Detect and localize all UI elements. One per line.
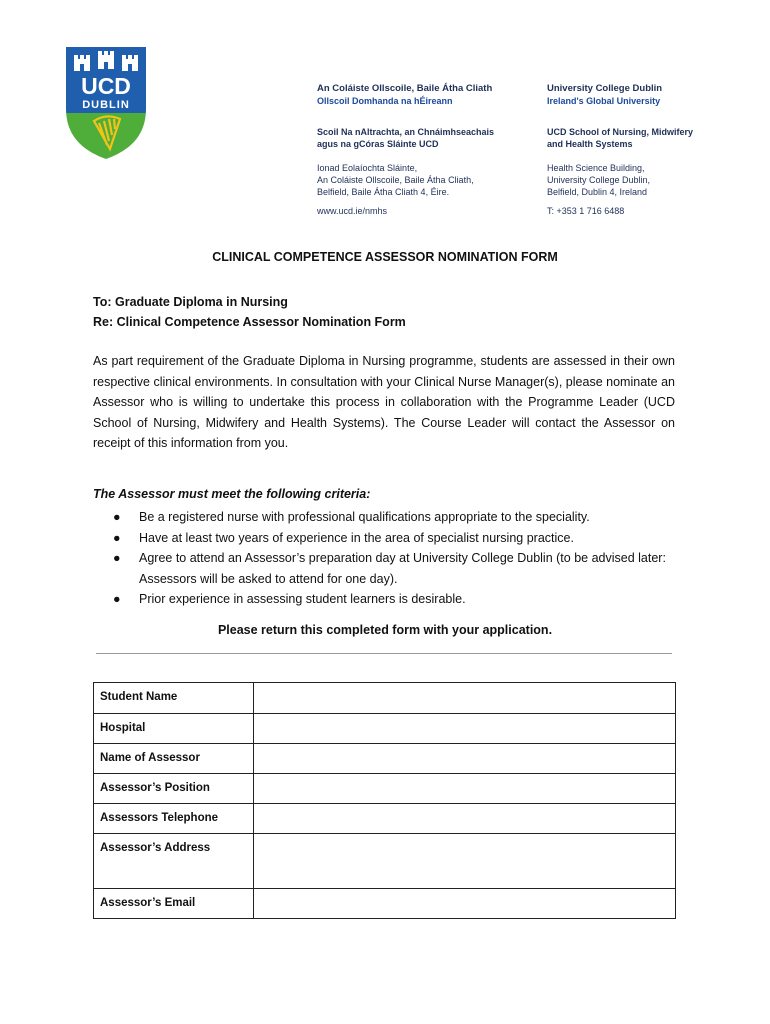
table-row — [94, 834, 676, 889]
logo-dublin-text: DUBLIN — [82, 99, 130, 111]
criteria-item: ● Prior experience in assessing student learners is desirable. — [113, 589, 673, 610]
address-irish-line2: An Coláiste Ollscoile, Baile Átha Cliath, — [317, 175, 474, 185]
intro-paragraph: As part requirement of the Graduate Diploma in Nursing programme, students are assessed in their own respective clinical environments. In consultation with your Clinical Nurse Manager(s), please nominate an Assessor who is willing to undertake this process in collaboration with the Programme Leader (UCD School of Nursing, Midwifery and Health Systems). The Course Leader will contact the Assessor on receipt of this information from you. — [93, 354, 675, 451]
phone-number: T: +353 1 716 6488 — [547, 206, 625, 216]
re-line: Re: Clinical Competence Assessor Nomination Form — [93, 315, 406, 329]
assessor-telephone-field[interactable] — [253, 804, 675, 834]
assessor-name-field[interactable] — [253, 744, 675, 774]
hospital-field[interactable] — [253, 714, 675, 744]
school-line2: and Health Systems — [547, 139, 633, 149]
bullet-icon: ● — [113, 530, 121, 545]
table-row — [94, 889, 676, 919]
assessor-address-field[interactable] — [253, 834, 675, 889]
field-label: Assessors Telephone — [94, 804, 254, 834]
school-irish-line1: Scoil Na nAltrachta, an Chnáimhseachais — [317, 127, 495, 137]
letterhead-english-name — [547, 83, 662, 107]
letterhead-irish-address — [317, 162, 474, 198]
address-irish-line1: Ionad Eolaíochta Sláinte, — [317, 163, 418, 173]
bullet-icon: ● — [113, 592, 121, 606]
table-row — [94, 714, 676, 744]
bullet-icon: ● — [113, 510, 121, 524]
school-irish-line2: agus na gCóras Sláinte UCD — [317, 139, 439, 149]
field-label: Hospital — [94, 714, 254, 744]
table-row — [94, 744, 676, 774]
letterhead-english-address — [547, 162, 650, 198]
address-line3: Belfield, Dublin 4, Ireland — [547, 187, 648, 197]
address-line2: University College Dublin, — [547, 175, 651, 185]
assessor-email-field[interactable] — [253, 889, 675, 919]
nomination-table — [93, 682, 676, 919]
address-line1: Health Science Building, — [547, 163, 645, 173]
return-note: Please return this completed form with your application. — [217, 623, 553, 637]
criteria-item: ● Agree to attend an Assessor’s preparation day at University College Dublin (to be advised later: Assessors will be asked to attend for one day). — [113, 548, 673, 589]
letterhead-irish-name — [317, 83, 492, 107]
field-label: Name of Assessor — [94, 744, 254, 774]
field-label: Assessor’s Position — [94, 774, 254, 804]
tagline-irish: Ollscoil Domhanda na hÉireann — [317, 96, 453, 106]
letterhead-irish-school — [317, 126, 494, 150]
form-title: CLINICAL COMPETENCE ASSESSOR NOMINATION FORM — [212, 250, 558, 264]
table-row — [94, 804, 676, 834]
table-row — [94, 683, 676, 714]
letterhead-web — [317, 205, 387, 217]
field-label: Student Name — [94, 683, 254, 714]
ucd-logo — [66, 47, 146, 159]
criteria-item: ● Have at least two years of experience in the area of specialist nursing practice. — [113, 528, 673, 549]
address-irish-line3: Belfield, Baile Átha Cliath 4, Éire. — [317, 187, 450, 197]
letterhead-english-school — [547, 126, 693, 150]
divider — [96, 653, 672, 654]
student-name-field[interactable] — [253, 683, 675, 714]
letterhead-phone — [547, 205, 624, 217]
school-line1: UCD School of Nursing, Midwifery — [547, 127, 694, 137]
to-line: To: Graduate Diploma in Nursing — [93, 295, 288, 309]
criteria-heading: The Assessor must meet the following criteria: — [93, 487, 371, 501]
criteria-item: ● Be a registered nurse with professional qualifications appropriate to the speciality. — [113, 507, 673, 528]
logo-ucd-text: UCD — [81, 73, 131, 99]
field-label: Assessor’s Email — [94, 889, 254, 919]
addressee-block — [93, 292, 406, 332]
bullet-icon: ● — [113, 551, 121, 565]
assessor-position-field[interactable] — [253, 774, 675, 804]
criteria-list — [113, 507, 673, 610]
table-row — [94, 774, 676, 804]
website-link[interactable]: www.ucd.ie/nmhs — [317, 206, 388, 216]
field-label: Assessor’s Address — [94, 834, 254, 889]
tagline: Ireland's Global University — [547, 96, 661, 106]
institution-name: University College Dublin — [547, 83, 663, 94]
institution-name-irish: An Coláiste Ollscoile, Baile Átha Cliath — [317, 83, 493, 94]
